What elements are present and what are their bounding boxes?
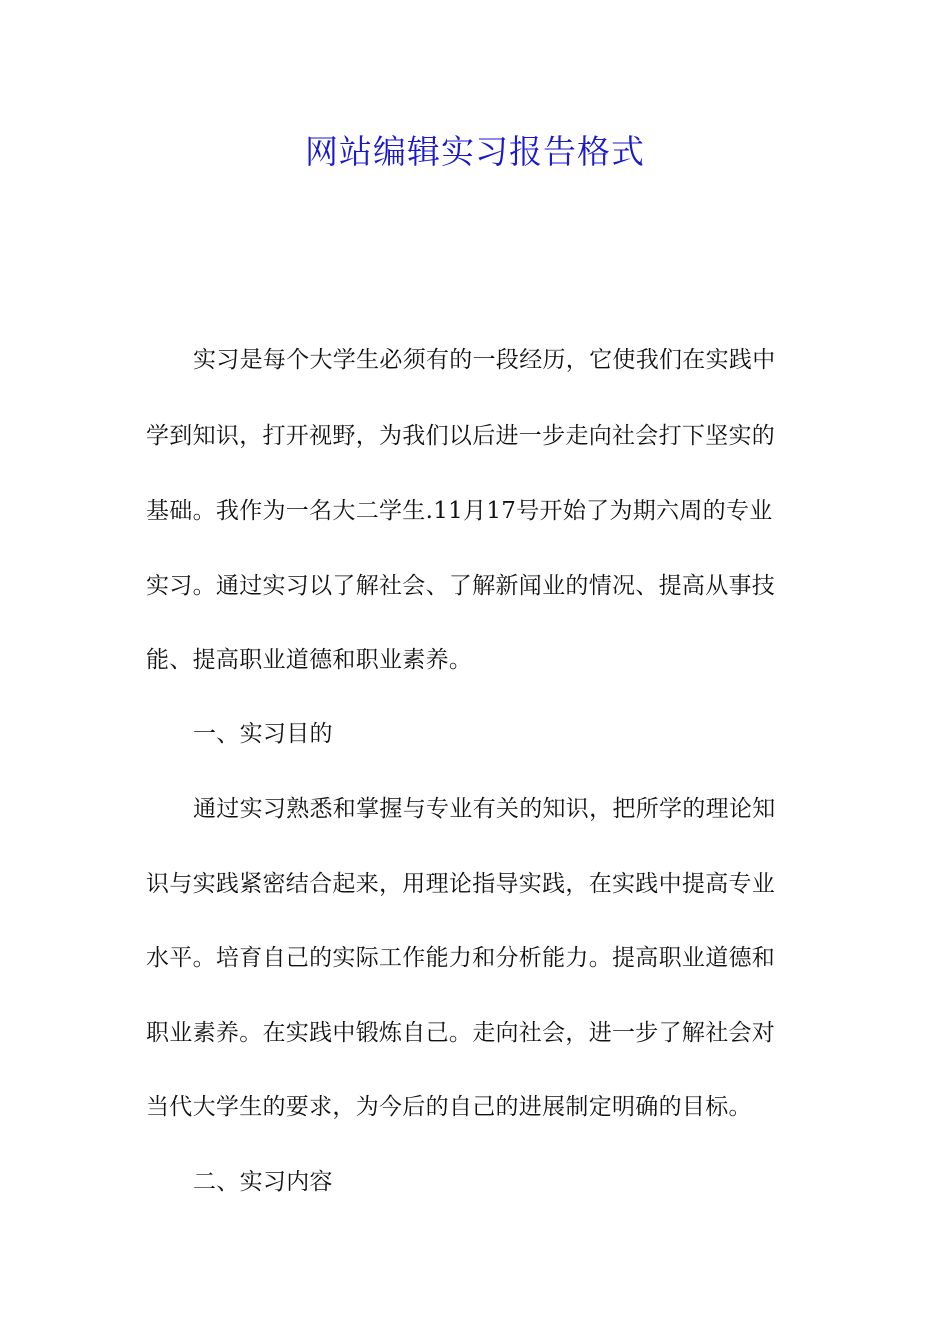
paragraph-line: 基础。我作为一名大二学生.11月17号开始了为期六周的专业 bbox=[146, 498, 773, 524]
paragraph-line: 实习是每个大学生必须有的一段经历，它使我们在实践中 bbox=[193, 347, 776, 373]
paragraph-line: 实习。通过实习以了解社会、了解新闻业的情况、提高从事技 bbox=[146, 573, 776, 599]
paragraph-line: 识与实践紧密结合起来，用理论指导实践，在实践中提高专业 bbox=[146, 871, 776, 897]
paragraph-line: 通过实习熟悉和掌握与专业有关的知识，把所学的理论知 bbox=[193, 796, 776, 822]
section-heading: 一、实习目的 bbox=[193, 721, 333, 747]
paragraph-line: 当代大学生的要求，为今后的自己的进展制定明确的目标。 bbox=[146, 1094, 752, 1120]
paragraph-line: 水平。培育自己的实际工作能力和分析能力。提高职业道德和 bbox=[146, 945, 776, 971]
page-title: 网站编辑实习报告格式 bbox=[305, 132, 645, 171]
paragraph-line: 学到知识，打开视野，为我们以后进一步走向社会打下坚实的 bbox=[146, 423, 776, 449]
section-heading: 二、实习内容 bbox=[193, 1169, 333, 1195]
paragraph-line: 职业素养。在实践中锻炼自己。走向社会，进一步了解社会对 bbox=[146, 1020, 776, 1046]
paragraph-line: 能、提高职业道德和职业素养。 bbox=[146, 647, 473, 673]
